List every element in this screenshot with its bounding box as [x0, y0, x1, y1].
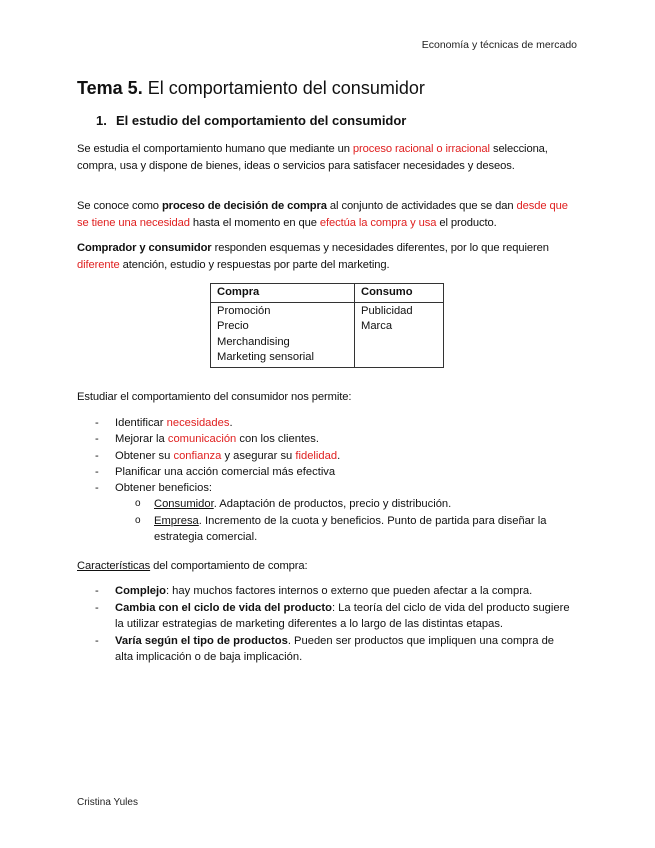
bold-term: proceso de decisión de compra: [161, 200, 327, 212]
section-title: El estudio del comportamiento del consumidor: [116, 113, 407, 128]
table-header-compra: Compra: [211, 284, 355, 303]
list-item: - Complejo: hay muchos factores internos o externo que pueden afectar a la compra.: [95, 583, 575, 600]
table-item: Marca: [361, 320, 393, 332]
section-number: 1.: [96, 113, 107, 128]
highlight-text: efectúa la compra y usa: [319, 217, 437, 229]
highlight-text: diferente: [77, 259, 120, 271]
highlight-text: desde que se tiene una necesidad: [77, 200, 568, 229]
list-item: - Identificar necesidades.: [95, 415, 575, 431]
list-item: - Planificar una acción comercial más efectiva: [95, 464, 575, 480]
bold-term: Varía según el tipo de productos: [115, 634, 288, 647]
list-item: - Obtener beneficios: o Consumidor. Adaptación de productos, precio y distribución. o Empresa. Incremento de la cuota y beneficios. Punto de partida para diseñar la estrategia comercial.: [95, 480, 575, 545]
title-topic-name: El comportamiento del consumidor: [142, 78, 425, 98]
page-footer: Cristina Yules: [77, 797, 138, 808]
compra-consumo-table: [210, 283, 444, 368]
paragraph-list-intro: Estudiar el comportamiento del consumidor nos permite:: [77, 391, 352, 403]
highlight-text: comunicación: [167, 433, 237, 446]
paragraph-characteristics: Características del comportamiento de compra:: [77, 560, 308, 572]
table-cell-compra: [211, 302, 355, 367]
sub-list-item: o Consumidor. Adaptación de productos, precio y distribución.: [115, 496, 575, 512]
underlined-term: Consumidor: [154, 498, 214, 511]
table-header-consumo: Consumo: [355, 284, 444, 303]
list-item: - Varía según el tipo de productos. Pueden ser productos que impliquen una compra de alta implicación o de baja implicación.: [95, 633, 575, 666]
benefits-list: [95, 415, 575, 545]
paragraph-definition: Se estudia el comportamiento humano que mediante un proceso racional o irracional selecciona, compra, usa y dispone de bienes, ideas o servicios para satisfacer necesidades y deseos.: [77, 143, 548, 172]
list-item: - Obtener su confianza y asegurar su fidelidad.: [95, 448, 575, 464]
table-item: Marketing sensorial: [217, 351, 315, 363]
underlined-term: Características: [77, 560, 151, 572]
sub-list-item: o Empresa. Incremento de la cuota y beneficios. Punto de partida para diseñar la estrategia comercial.: [115, 513, 575, 546]
highlight-text: confianza: [173, 449, 222, 462]
table-row: [211, 302, 444, 367]
table-item: Promoción: [217, 304, 271, 317]
underlined-term: Empresa: [154, 514, 199, 527]
page-title: [77, 78, 425, 99]
table-cell-consumo: [355, 302, 444, 367]
list-item: - Mejorar la comunicación con los clientes.: [95, 431, 575, 447]
section-heading: [96, 113, 406, 128]
table-header-row: [211, 284, 444, 303]
paragraph-buyer-consumer: Comprador y consumidor responden esquemas y necesidades diferentes, por lo que requieren diferente atención, estudio y respuestas por parte del marketing.: [77, 242, 549, 271]
paragraph-decision-process: Se conoce como proceso de decisión de compra al conjunto de actividades que se dan desde que se tiene una necesidad hasta el momento en que efectúa la compra y usa el producto.: [77, 200, 568, 229]
bold-term: Cambia con el ciclo de vida del producto: [115, 601, 332, 614]
list-item: - Cambia con el ciclo de vida del producto: La teoría del ciclo de vida del producto sugiere la utilizar estrategias de marketing diferentes a lo largo de las distintas etapas.: [95, 600, 575, 633]
highlight-text: necesidades: [166, 417, 230, 429]
bold-term: Comprador y consumidor: [77, 242, 212, 254]
highlight-text: proceso racional o irracional: [352, 143, 490, 155]
bold-term: Complejo: [115, 585, 166, 597]
characteristics-list: [95, 583, 575, 666]
table-item: Publicidad: [361, 304, 413, 317]
table-item: Precio: [217, 320, 249, 332]
highlight-text: fidelidad: [295, 449, 338, 462]
table-item: Merchandising: [217, 335, 290, 348]
page-header: Economía y técnicas de mercado: [421, 39, 577, 51]
title-topic-number: Tema 5.: [77, 78, 143, 98]
sub-list: [115, 496, 575, 545]
